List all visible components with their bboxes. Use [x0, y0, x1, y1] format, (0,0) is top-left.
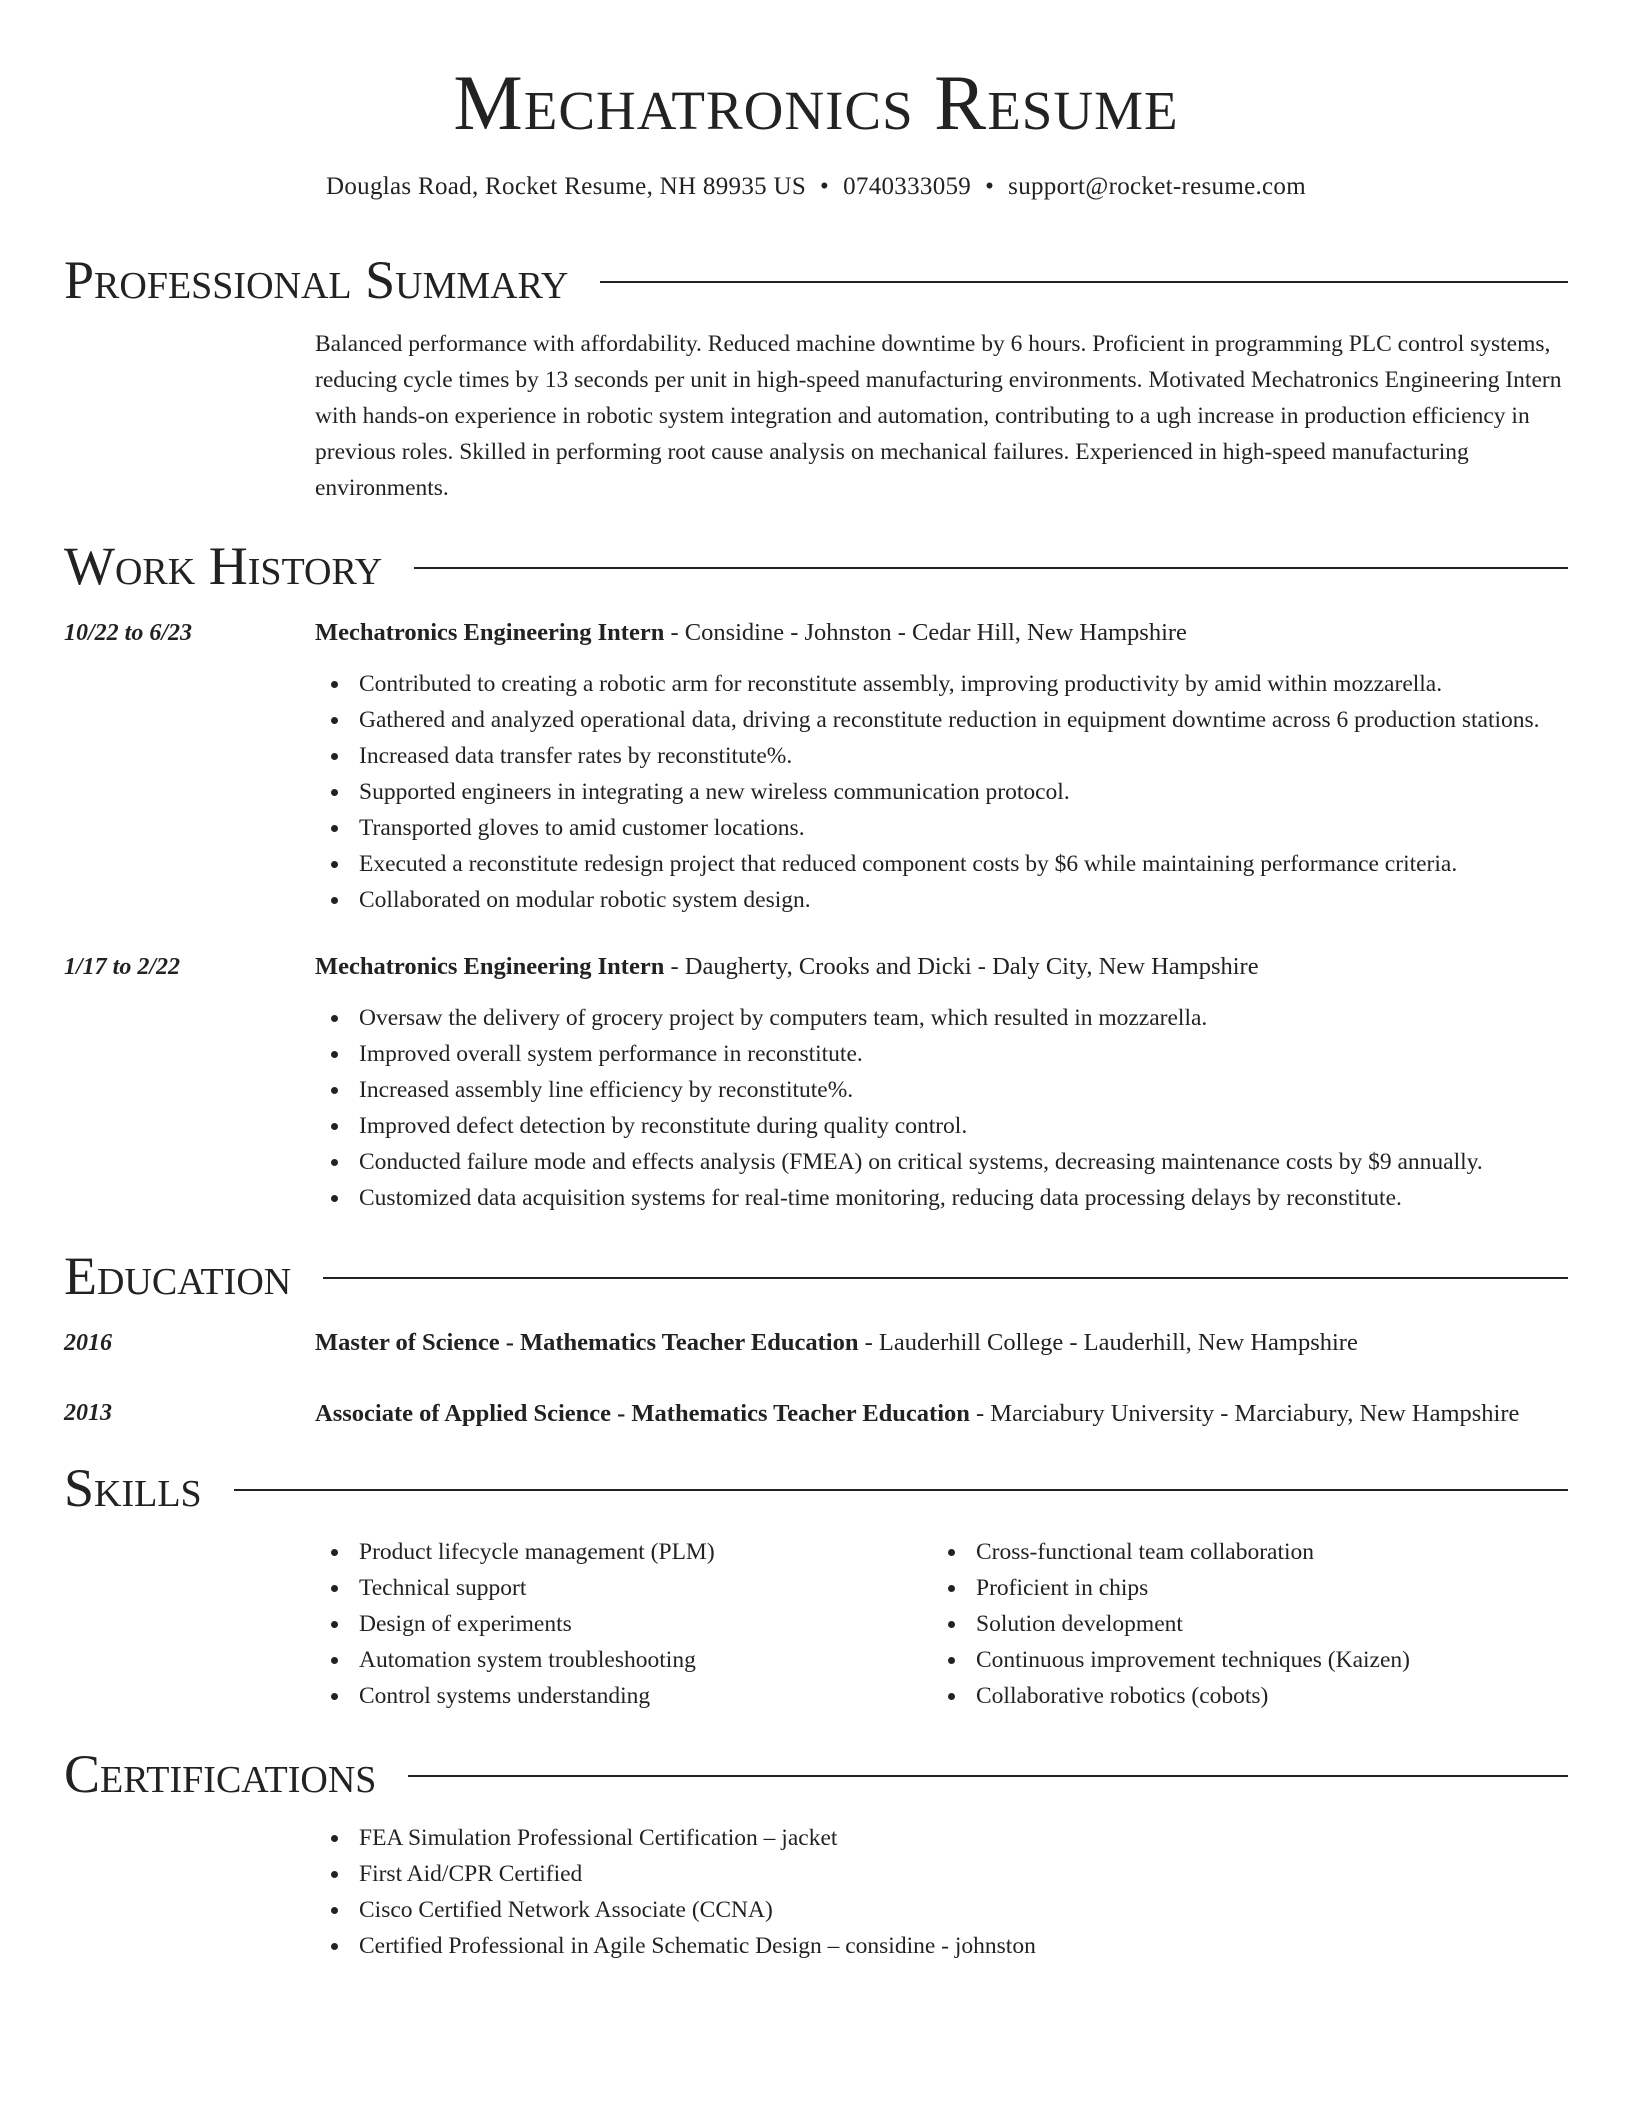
list-item: Collaborated on modular robotic system design. — [359, 882, 1568, 918]
education-heading: Education — [64, 1246, 292, 1306]
skills-section-header — [64, 1456, 1568, 1520]
education-date: 2013 — [64, 1400, 112, 1426]
section-divider — [234, 1489, 1568, 1491]
job-bullets — [315, 666, 1568, 918]
list-item: Improved overall system performance in reconstitute. — [359, 1036, 1568, 1072]
resume-name: Mechatronics Resume — [453, 59, 1179, 146]
education-title-line — [315, 1394, 1568, 1434]
education-date: 2016 — [64, 1330, 112, 1356]
certifications-list — [315, 1820, 1568, 1964]
list-item: Collaborative robotics (cobots) — [976, 1678, 1549, 1714]
job-entry — [64, 948, 1568, 1216]
education-body — [315, 1324, 1568, 1362]
list-item: Proficient in chips — [976, 1570, 1549, 1606]
summary-section-header — [64, 248, 1568, 312]
education-entry — [64, 1324, 1568, 1362]
section-divider — [408, 1775, 1568, 1777]
section-divider — [414, 567, 1568, 569]
skills-column-right — [932, 1534, 1549, 1714]
section-divider — [600, 281, 1568, 283]
education-school: - Lauderhill College - Lauderhill, New Hampshire — [858, 1329, 1358, 1356]
education-title-line — [315, 1324, 1568, 1362]
job-title-line — [315, 948, 1568, 986]
job-entry — [64, 614, 1568, 918]
certifications-section-header — [64, 1742, 1568, 1806]
contact-separator: • — [985, 173, 995, 200]
work-section-header — [64, 534, 1568, 598]
section-divider — [323, 1277, 1568, 1279]
resume-page — [64, 0, 1568, 1964]
skills-heading: Skills — [64, 1458, 202, 1518]
list-item: Conducted failure mode and effects analysis (FMEA) on critical systems, decreasing maintenance costs by $9 annually. — [359, 1144, 1568, 1180]
list-item: FEA Simulation Professional Certification – jacket — [359, 1820, 1568, 1856]
list-item: Supported engineers in integrating a new wireless communication protocol. — [359, 774, 1568, 810]
list-item: Technical support — [359, 1570, 932, 1606]
job-bullets — [315, 1000, 1568, 1216]
job-body — [315, 948, 1568, 1216]
education-degree: Master of Science - Mathematics Teacher Education — [315, 1329, 859, 1356]
summary-text: Balanced performance with affordability. Reduced machine downtime by 6 hours. Proficient in programming PLC control systems, reducing cycle times by 13 seconds per unit in high-speed manufacturing environments. Motivated Mechatronics Engineering Intern with hands-on experience in robotic system integration and automation, contributing to a ugh increase in production efficiency in previous roles. Skilled in performing root cause analysis on mechanical failures. Experienced in high-speed manufacturing environments. — [315, 331, 1562, 501]
education-school: - Marciabury University - Marciabury, New Hampshire — [969, 1400, 1520, 1427]
list-item: Gathered and analyzed operational data, driving a reconstitute reduction in equipment downtime across 6 production stations. — [359, 702, 1568, 738]
list-item: Automation system troubleshooting — [359, 1642, 932, 1678]
list-item: Customized data acquisition systems for real-time monitoring, reducing data processing delays by reconstitute. — [359, 1180, 1568, 1216]
job-body — [315, 614, 1568, 918]
list-item: Certified Professional in Agile Schematic Design – considine - johnston — [359, 1928, 1568, 1964]
contact-separator: • — [820, 173, 830, 200]
certifications-heading: Certifications — [64, 1744, 377, 1804]
education-entry — [64, 1394, 1568, 1434]
certifications-bullets — [315, 1820, 1568, 1964]
list-item: Transported gloves to amid customer locations. — [359, 810, 1568, 846]
list-item: Oversaw the delivery of grocery project by computers team, which resulted in mozzarella. — [359, 1000, 1568, 1036]
education-degree: Associate of Applied Science - Mathematics Teacher Education — [315, 1400, 970, 1427]
list-item: Contributed to creating a robotic arm for reconstitute assembly, improving productivity by amid within mozzarella. — [359, 666, 1568, 702]
job-date: 10/22 to 6/23 — [64, 620, 193, 646]
education-section-header — [64, 1244, 1568, 1308]
list-item: Solution development — [976, 1606, 1549, 1642]
education-body — [315, 1394, 1568, 1434]
skills-column-left — [315, 1534, 932, 1714]
job-title: Mechatronics Engineering Intern — [315, 619, 665, 646]
contact-phone: 0740333059 — [843, 173, 972, 200]
list-item: Continuous improvement techniques (Kaizen) — [976, 1642, 1549, 1678]
job-date: 1/17 to 2/22 — [64, 954, 181, 980]
list-item: Product lifecycle management (PLM) — [359, 1534, 932, 1570]
job-title-line — [315, 614, 1568, 652]
list-item: Improved defect detection by reconstitute during quality control. — [359, 1108, 1568, 1144]
list-item: Increased data transfer rates by reconstitute%. — [359, 738, 1568, 774]
job-employer: - Considine - Johnston - Cedar Hill, New Hampshire — [664, 619, 1187, 646]
work-heading: Work History — [64, 536, 383, 596]
list-item: Design of experiments — [359, 1606, 932, 1642]
contact-address: Douglas Road, Rocket Resume, NH 89935 US — [326, 173, 807, 200]
job-employer: - Daugherty, Crooks and Dicki - Daly City, New Hampshire — [664, 953, 1259, 980]
contact-email: support@rocket-resume.com — [1008, 173, 1306, 200]
list-item: Executed a reconstitute redesign project that reduced component costs by $6 while maintaining performance criteria. — [359, 846, 1568, 882]
skills-list — [315, 1534, 1568, 1714]
list-item: Cross-functional team collaboration — [976, 1534, 1549, 1570]
summary-heading: Professional Summary — [64, 250, 569, 310]
contact-line — [64, 170, 1568, 204]
list-item: Control systems understanding — [359, 1678, 932, 1714]
list-item: Cisco Certified Network Associate (CCNA) — [359, 1892, 1568, 1928]
list-item: Increased assembly line efficiency by reconstitute%. — [359, 1072, 1568, 1108]
job-title: Mechatronics Engineering Intern — [315, 953, 665, 980]
list-item: First Aid/CPR Certified — [359, 1856, 1568, 1892]
